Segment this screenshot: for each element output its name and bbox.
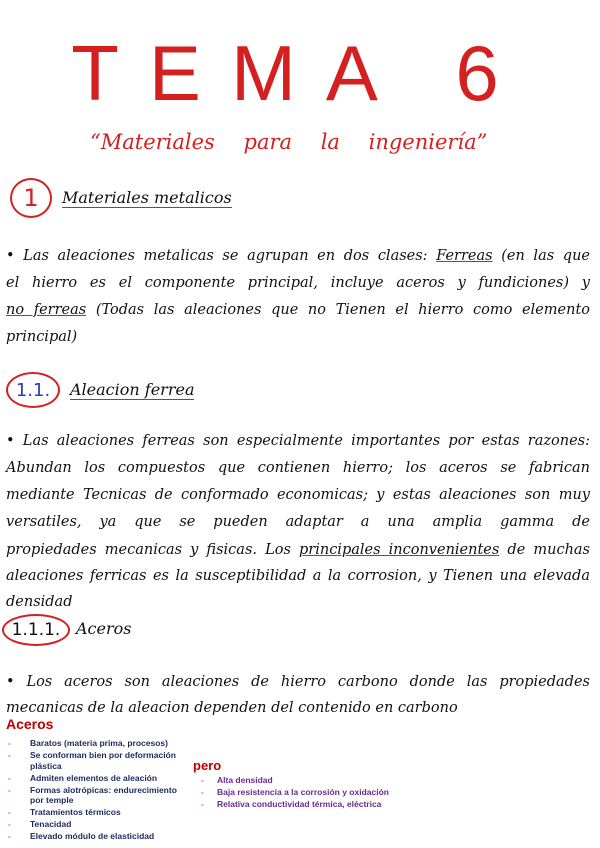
line-text: versatiles, ya que se pueden adaptar a una amplia gamma de [6,514,590,530]
line-text: el hierro es el componente principal, incluye aceros y fundiciones) y [6,275,590,291]
section-number-circle [10,178,52,218]
paragraph-line [6,487,590,503]
list-item: - Admiten elementos de aleación [0,773,190,784]
aceros-disadvantages-box [193,758,393,810]
line-text: mediante Tecnicas de conformado economicas; y estas aleaciones son muy [6,487,590,503]
underlined-term: principales inconvenientes [299,542,500,558]
list-item: - Se conforman bien por deformación plástica [0,750,190,771]
line-text: • Los aceros son aleaciones de hierro carbono donde las propiedades [6,674,590,690]
paragraph-line [6,514,590,530]
paragraph-line [6,674,590,690]
section-number: 1 [23,184,39,212]
line-text: propiedades mecanicas y fisicas. Los [6,542,299,558]
line-text: aleaciones ferricas es la susceptibilidad a la corrosion, y Tienen una elevada [6,568,590,584]
line-text: densidad [6,594,73,610]
underlined-term: no ferreas [6,302,87,318]
box-title: Aceros [6,716,54,732]
section-number: 1.1. [15,379,51,401]
line-text: (en las que [492,248,590,264]
section-heading: Aleacion ferrea [70,380,195,399]
paragraph-line [6,542,590,558]
paragraph-line [6,594,590,610]
paragraph-line [6,568,590,584]
section-heading: Aceros [76,619,132,638]
section-number-circle [2,614,70,646]
line-text: de muchas [499,542,590,558]
list-item: - Baja resistencia a la corrosión y oxidación [193,786,393,798]
section-heading: Materiales metalicos [62,188,232,207]
box-title: pero [193,758,222,773]
list-item: - Relativa conductividad térmica, eléctrica [193,798,393,810]
paragraph-line [6,302,590,318]
paragraph-line [6,433,590,449]
line-text: principal) [6,329,78,345]
paragraph-line [6,329,590,345]
list-item: - Formas alotrópicas: endurecimiento por temple [0,785,190,806]
section-number: 1.1.1. [11,620,61,640]
line-text: mecanicas de la aleacion dependen del contenido en carbono [6,700,458,716]
paragraph-line [6,248,590,264]
line-text: • Las aleaciones metalicas se agrupan en dos clases: [6,248,437,264]
page-title: TEMA 6 [71,29,529,117]
section-number-circle [6,372,60,408]
line-text: Abundan los compuestos que contienen hierro; los aceros se fabrican [6,460,590,476]
paragraph-line [6,275,590,291]
line-text: • Las aleaciones ferreas son especialmente importantes por estas razones: [6,433,590,449]
paragraph-line [6,460,590,476]
underlined-term: Ferreas [436,248,493,264]
paragraph-line [6,700,590,716]
list-item: - Alta densidad [193,774,393,786]
aceros-advantages-box [0,716,190,848]
list-item: - Tenacidad [0,819,190,830]
list-item: - Tratamientos térmicos [0,807,190,818]
page-subtitle: “Materiales para la ingeniería” [90,130,488,154]
list-item: - Baratos (materia prima, procesos) [0,738,190,749]
list-item: - Elevado módulo de elasticidad [0,831,190,842]
line-text: (Todas las aleaciones que no Tienen el hierro como elemento [86,302,590,318]
